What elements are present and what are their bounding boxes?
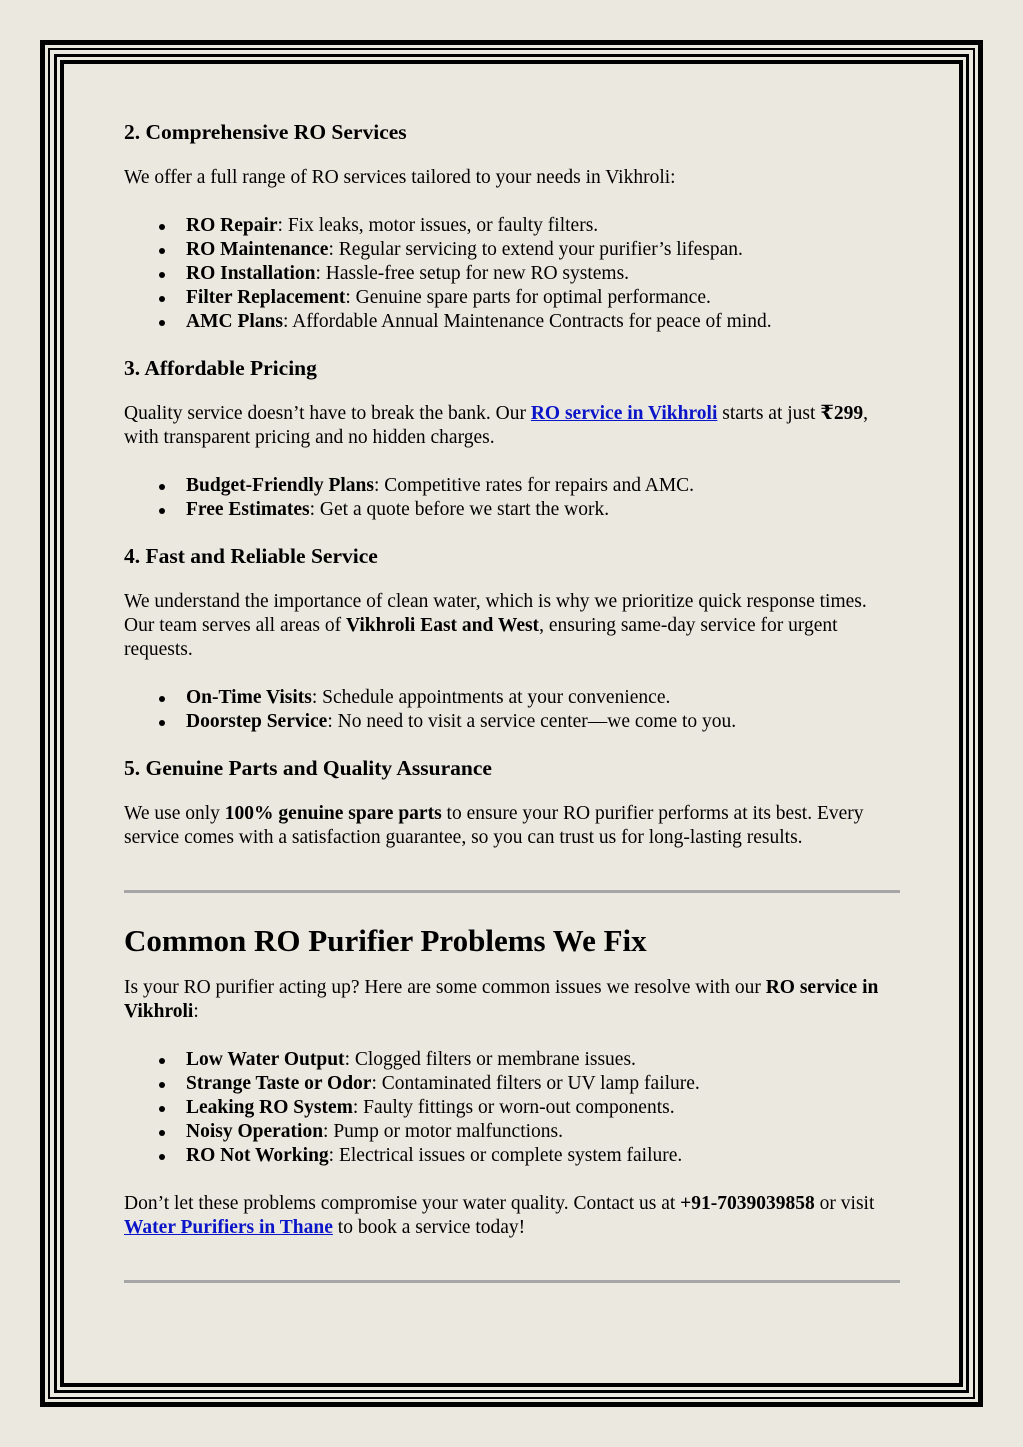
quality-paragraph: [124, 802, 900, 850]
list-item-desc: : Affordable Annual Maintenance Contracts for peace of mind.: [282, 311, 772, 332]
price: ₹299: [820, 403, 864, 424]
problems-heading: Common RO Purifier Problems We Fix: [124, 923, 647, 958]
list-item-desc: : No need to visit a service center—we come to you.: [327, 711, 737, 732]
list-item-term: Noisy Operation: [186, 1121, 324, 1142]
text-bold: 100% genuine spare parts: [224, 803, 442, 824]
list-item-desc: : Hassle-free setup for new RO systems.: [315, 263, 630, 284]
list-item: [186, 474, 900, 498]
list-item: [186, 1072, 900, 1096]
list-item-term: Budget-Friendly Plans: [186, 475, 374, 496]
list-item-term: Strange Taste or Odor: [186, 1073, 372, 1094]
list-item-term: AMC Plans: [186, 311, 283, 332]
list-item: [186, 1120, 900, 1144]
list-item: [186, 286, 900, 310]
list-item-desc: : Contaminated filters or UV lamp failure.: [371, 1073, 700, 1094]
list-item: [186, 1048, 900, 1072]
list-item-desc: : Fix leaks, motor issues, or faulty filters.: [277, 215, 599, 236]
list-item-term: On-Time Visits: [186, 687, 312, 708]
list-item-term: RO Not Working: [186, 1145, 329, 1166]
problems-list: [124, 1048, 900, 1168]
section-heading: 5. Genuine Parts and Quality Assurance: [124, 756, 492, 780]
text-run: Quality service doesn’t have to break the bank. Our: [124, 403, 531, 424]
list-item-desc: : Electrical issues or complete system failure.: [328, 1145, 683, 1166]
list-item-term: RO Maintenance: [186, 239, 329, 260]
list-item-desc: : Genuine spare parts for optimal performance.: [345, 287, 711, 308]
water-purifiers-thane-link[interactable]: Water Purifiers in Thane: [124, 1217, 333, 1238]
text-run: , ensuring same-day service for urgent requests.: [124, 615, 838, 660]
list-item-term: RO Installation: [186, 263, 316, 284]
list-item: [186, 262, 900, 286]
pricing-list: [124, 474, 900, 522]
text-bold: Vikhroli East and West: [345, 615, 540, 636]
document-content: [124, 118, 900, 1283]
text-run: Is your RO purifier acting up? Here are some common issues we resolve with our: [124, 977, 766, 998]
list-item: [186, 310, 900, 334]
list-item-desc: : Clogged filters or membrane issues.: [344, 1049, 636, 1070]
reliability-list: [124, 686, 900, 734]
list-item-term: RO Repair: [186, 215, 278, 236]
list-item-term: Filter Replacement: [186, 287, 346, 308]
text-run: :: [193, 1001, 199, 1022]
services-list: [124, 214, 900, 334]
list-item-desc: : Pump or motor malfunctions.: [323, 1121, 563, 1142]
pricing-paragraph: [124, 402, 900, 450]
list-item-desc: : Faulty fittings or worn-out components.: [352, 1097, 675, 1118]
list-item-term: Doorstep Service: [186, 711, 328, 732]
ro-service-vikhroli-link[interactable]: RO service in Vikhroli: [530, 403, 718, 424]
text-run: to ensure your RO purifier performs at its best. Every service comes with a satisfaction guarantee, so you can trust us for long-lasting results.: [124, 803, 864, 848]
service-paragraph: [124, 590, 900, 662]
list-item: [186, 1096, 900, 1120]
section-heading: 3. Affordable Pricing: [124, 356, 317, 380]
section-heading: 4. Fast and Reliable Service: [124, 544, 378, 568]
horizontal-rule: [124, 1280, 900, 1283]
text-run: Don’t let these problems compromise your water quality. Contact us at: [124, 1193, 681, 1214]
list-item: [186, 710, 900, 734]
section-heading: 2. Comprehensive RO Services: [124, 120, 407, 144]
list-item: [186, 686, 900, 710]
list-item: [186, 214, 900, 238]
list-item: [186, 1144, 900, 1168]
text-run: We use only: [124, 803, 225, 824]
text-run: We understand the importance of clean water, which is why we prioritize quick response times. Our team serves all areas of: [124, 591, 867, 636]
list-item-term: Low Water Output: [186, 1049, 345, 1070]
text-bold: RO service in Vikhroli: [124, 977, 879, 1022]
text-run: starts at just: [717, 403, 821, 424]
section-intro: We offer a full range of RO services tailored to your needs in Vikhroli:: [124, 167, 676, 188]
text-run: or visit: [814, 1193, 875, 1214]
list-item-term: Free Estimates: [186, 499, 310, 520]
list-item-desc: : Get a quote before we start the work.: [309, 499, 610, 520]
list-item-desc: : Regular servicing to extend your purifier’s lifespan.: [328, 239, 743, 260]
text-run: to book a service today!: [332, 1217, 526, 1238]
list-item-term: Leaking RO System: [186, 1097, 353, 1118]
phone-number: +91-7039039858: [680, 1193, 815, 1214]
cta-paragraph: [124, 1192, 900, 1240]
list-item: [186, 238, 900, 262]
text-run: , with transparent pricing and no hidden charges.: [124, 403, 868, 448]
problems-intro: [124, 976, 900, 1024]
list-item-desc: : Schedule appointments at your convenience.: [311, 687, 671, 708]
list-item-desc: : Competitive rates for repairs and AMC.: [373, 475, 695, 496]
list-item: [186, 498, 900, 522]
